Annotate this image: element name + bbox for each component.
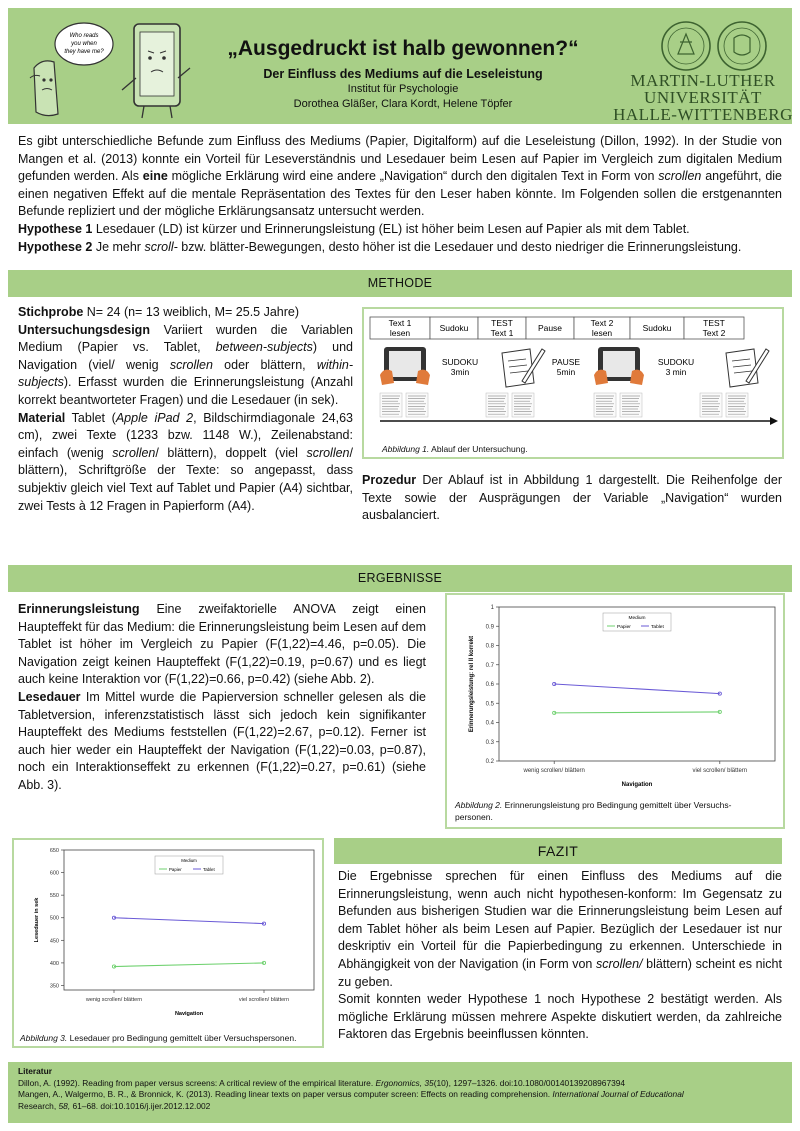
hypothesis-2-text: bzw. blätter-Bewegungen, desto höher ist die Lesedauer und desto niedriger die Erinnerungsleistung. — [177, 239, 742, 254]
procedure-step-label: Text 1 — [388, 318, 412, 328]
fazit-paragraph-1 — [338, 868, 782, 991]
erinnerungsleistung-paragraph — [18, 601, 426, 689]
procedure-step-label: Sudoku — [642, 323, 672, 333]
text-page-thumbnail — [486, 393, 508, 417]
procedure-step-label: lesen — [591, 328, 613, 338]
university-line-1: MARTIN-LUTHER — [630, 71, 776, 90]
y-tick-label: 0.8 — [485, 643, 494, 650]
procedure-step-label: Text 1 — [490, 328, 514, 338]
poster-title: „Ausgedruckt ist halb gewonnen?“ — [227, 37, 579, 60]
material-text: , Bildschirmdiagonale 24,63 cm), zwei Texte (1233 bzw. 1148 W.), Zeilenabstand: einfach (wenig — [18, 410, 353, 460]
y-tick-label: 0.9 — [485, 624, 494, 631]
procedure-step-label: Pause — [537, 323, 563, 333]
y-tick-label: 0.3 — [485, 739, 494, 746]
ref-italic: Ergonomics, 35 — [375, 1077, 434, 1088]
x-tick-label: wenig scrollen/ blättern — [85, 997, 143, 1003]
phase-duration: 3min — [450, 367, 470, 377]
fazit-text-part: blättern) scheint es nicht zu geben. — [338, 956, 782, 989]
design-text: ) und Navigation (viel/ wenig — [18, 340, 353, 372]
phase-duration: 3 min — [665, 367, 687, 377]
x-tick-label: viel scrollen/ blättern — [238, 997, 290, 1003]
figure-3-chart — [12, 838, 324, 1048]
bubble-line-2: you when — [71, 41, 97, 47]
caption-text: Ablauf der Untersuchung. — [429, 444, 528, 454]
ref-text: Mangen, A., Walgermo, B. R., & Bronnick, K. (2013). Reading linear texts on paper versus computer screen: Effects on reading comprehension. — [18, 1089, 553, 1100]
university-seal-icon — [660, 20, 770, 72]
design-label: Untersuchungsdesign — [18, 322, 150, 337]
institute: Institut für Psychologie — [347, 83, 459, 95]
legend-title: Medium — [628, 616, 646, 621]
hypothesis-1-text: Lesedauer (LD) ist kürzer und Erinnerungsleistung (EL) ist höher beim Lesen auf Papier als mit dem Tablet. — [92, 221, 690, 236]
literature-section — [8, 1062, 792, 1123]
section-fazit: FAZIT — [334, 838, 782, 864]
y-tick-label: 1 — [490, 605, 494, 611]
hypothesis-2-text: Je mehr — [92, 239, 145, 254]
hypothesis-1-label: Hypothese 1 — [18, 221, 93, 236]
intro-paragraph — [18, 133, 782, 221]
phase-duration: 5min — [556, 367, 576, 377]
untersuchungsdesign — [18, 322, 353, 410]
legend-entry: Papier — [169, 867, 182, 872]
bubble-line-1: Who reads — [69, 33, 99, 39]
ergebnisse-text — [18, 601, 426, 795]
y-tick-label: 350 — [49, 983, 59, 990]
text-page-thumbnail — [620, 393, 642, 417]
material — [18, 410, 353, 516]
material-text: / blättern), Schriftgröße der Texte: so angepasst, dass subjektiv gleich viel Text auf Tablet und Papier (A4) sichtbar, zwei Tests à 12 Fragen in Papierform (A4). — [18, 445, 353, 513]
caption-label: Abbildung 1. — [382, 444, 430, 454]
x-axis-label: Navigation — [174, 1011, 204, 1017]
prozedur-label: Prozedur — [362, 473, 417, 487]
caption-text: Erinnerungsleistung pro Bedingung gemittelt über Versuchs- — [502, 800, 732, 810]
design-italic: scrollen — [169, 357, 213, 372]
legend-title: Medium — [181, 858, 197, 863]
material-text: Tablet ( — [65, 410, 116, 425]
hypothesis-2-label: Hypothese 2 — [18, 239, 93, 254]
material-text: / blättern), doppelt (viel — [155, 445, 307, 460]
tablet-icon — [380, 347, 430, 385]
hypothesis-1 — [18, 221, 782, 239]
paper-and-tablet-cartoon-icon — [24, 18, 194, 122]
methode-text — [18, 304, 353, 515]
poster-header — [8, 8, 792, 124]
caption-text: Lesedauer pro Bedingung gemittelt über Versuchspersonen. — [67, 1033, 297, 1043]
y-tick-label: 0.5 — [485, 701, 494, 708]
arrowhead-icon — [770, 417, 778, 425]
text-page-thumbnail — [594, 393, 616, 417]
ld-label: Lesedauer — [18, 689, 81, 704]
text-page-thumbnail — [700, 393, 722, 417]
intro-italic: scrollen — [658, 169, 702, 184]
text-page-thumbnail — [726, 393, 748, 417]
procedure-step-label: Text 2 — [590, 318, 614, 328]
y-tick-label: 0.7 — [485, 662, 494, 669]
intro-bold: eine — [142, 169, 168, 184]
figure-1-procedure — [362, 307, 784, 459]
fazit-text — [338, 868, 782, 1044]
bubble-line-3: they have me? — [64, 49, 104, 55]
series-line-tablet — [114, 918, 264, 924]
ref-text: Research, — [18, 1100, 59, 1111]
x-tick-label: viel scrollen/ blättern — [692, 768, 748, 774]
design-text: ). Erfasst wurden die Erinnerungsleistung (Anzahl korrekt beantworteter Fragen) und die Lesedauer (in sek). — [18, 375, 353, 407]
series-line-tablet — [554, 684, 720, 694]
stichprobe-label: Stichprobe — [18, 305, 84, 319]
y-axis-label: Erinnerungsleistung: rel Il korrekt — [469, 635, 475, 733]
hypothesis-2 — [18, 239, 782, 257]
material-italic: Apple iPad 2 — [115, 410, 194, 425]
memory-performance-chart — [447, 595, 783, 795]
ref-italic: International Journal of Educational — [552, 1089, 684, 1100]
legend-entry: Papier — [617, 625, 631, 630]
intro-text: Es gibt unterschiedliche Befunde zum Einfluss des Mediums (Papier, Digitalform) auf die Leseleistung (Dillon, 1992). In der Studie von Mangen et al. (2013) konnte ein Vorteil für Leseverständnis und Lesedauer beim Lesen auf Papier im Vergleich zum digitalen Medium gefunden werden. Als — [18, 134, 782, 184]
university-line-2: UNIVERSITÄT — [644, 88, 762, 107]
reference-2 — [18, 1089, 782, 1112]
fazit-italic: scrollen/ — [595, 956, 643, 971]
text-page-thumbnail — [406, 393, 428, 417]
x-axis-label: Navigation — [621, 782, 653, 788]
poster-subtitle: Der Einfluss des Mediums auf die Leseleistung — [263, 67, 543, 81]
procedure-step-label: Sudoku — [439, 323, 469, 333]
authors: Dorothea Gläßer, Clara Kordt, Helene Töpfer — [293, 98, 513, 110]
ref-italic: 58, — [58, 1100, 71, 1111]
phase-label: PAUSE — [551, 357, 581, 367]
procedure-step-label: TEST — [491, 318, 513, 328]
y-axis-label: Lesedauer in sek — [34, 897, 40, 943]
design-text: oder blättern, — [212, 357, 317, 372]
design-text: Variiert wurden die Variablen Medium (Papier vs. Tablet, — [18, 322, 353, 355]
intro-text: mögliche Erklärung wird eine andere „Navigation“ durch den digitalen Text in Form von — [167, 169, 659, 184]
literature-heading: Literatur — [18, 1066, 52, 1076]
procedure-step-label: Text 2 — [702, 328, 726, 338]
phase-label: SUDOKU — [657, 357, 695, 367]
prozedur-text: Der Ablauf ist in Abbildung 1 dargestellt. Die Reihenfolge der Texte sowie der Ausprägungen der Variable „Navigation“ wurden ausbalanciert. — [362, 473, 782, 523]
title-block — [208, 36, 598, 112]
text-page-thumbnail — [512, 393, 534, 417]
ref-text: Dillon, A. (1992). Reading from paper versus screens: A critical review of the empirical literature. — [18, 1077, 376, 1088]
y-tick-label: 600 — [49, 870, 59, 877]
hypothesis-2-italic: scroll- — [144, 239, 178, 254]
y-tick-label: 0.4 — [485, 720, 494, 727]
y-tick-label: 500 — [49, 915, 59, 922]
lesedauer-paragraph — [18, 689, 426, 795]
figure-2-caption — [455, 799, 777, 823]
material-label: Material — [18, 410, 66, 425]
legend-entry: Tablet — [203, 867, 215, 872]
x-tick-label: wenig scrollen/ blättern — [523, 768, 585, 774]
prozedur — [362, 472, 782, 525]
el-text: Eine zweifaktorielle ANOVA zeigt einen Haupteffekt für das Medium: die Erinnerungsleistung beim Lesen auf dem Tablet ist höher im Vergleich zu Papier (F(1,22)=4.46, p=0.05). Die Navigation zeigt keinen Haupteffekt (F(1,22)=0.19, p=0.67) und es liegt auch keine Interaktion vor (F(1,22)=0.66, p=0.42) (siehe Abb. 2). — [18, 602, 426, 687]
fazit-paragraph-2: Somit konnten weder Hypothese 1 noch Hypothese 2 bestätigt werden. Als mögliche Erklärung müssen mehrere Aspekte diskutiert werden, da zahlreiche Faktoren das Ergebnis beeinflussen könnten. — [338, 992, 782, 1042]
procedure-diagram — [364, 309, 782, 457]
test-sheet-icon — [502, 349, 545, 387]
figure-1-caption — [382, 443, 528, 455]
intro-text: angeführt, die einen negativen Effekt auf die mentale Repräsentation des Textes für den Leser haben könnte. Im Folgenden sollen die erstgenannten Befunde repliziert und der mögliche Erklärungsansatz untersucht werden. — [18, 169, 782, 219]
ref-text: (10), 1297–1326. doi:10.1080/00140139208967394 — [433, 1077, 626, 1088]
stichprobe-text: N= 24 (n= 13 weiblich, M= 25.5 Jahre) — [83, 305, 300, 319]
series-line-papier — [114, 963, 264, 967]
university-name — [613, 72, 793, 123]
caption-label: Abbildung 3. — [20, 1033, 68, 1043]
ref-text: 61–68. doi:10.1016/j.ijer.2012.12.002 — [70, 1100, 211, 1111]
design-italic: between-subjects — [215, 340, 313, 355]
phase-label: SUDOKU — [441, 357, 479, 367]
test-sheet-icon — [726, 349, 769, 387]
legend-entry: Tablet — [651, 625, 664, 630]
y-tick-label: 0.2 — [485, 759, 494, 765]
figure-2-chart — [445, 593, 785, 829]
y-tick-label: 400 — [49, 960, 59, 967]
ld-text: Im Mittel wurde die Papierversion schneller gelesen als die Tabletversion, inferenzstatistisch lässt sich jedoch kein signifikanter Haupteffekt des Mediums feststellen (F(1,22)=2.67, p=0.12). Ferner ist auch hier weder ein Haupteffekt der Navigation (F(1,22)=0.03, p=0.87), noch ein Interaktionseffekt zu erkennen (F(1,22)=0.27, p=0.61) (siehe Abb. 3). — [18, 689, 426, 792]
procedure-step-label: lesen — [389, 328, 411, 338]
tablet-icon — [594, 347, 644, 385]
introduction — [18, 133, 782, 256]
y-tick-label: 550 — [49, 893, 59, 900]
reference-1 — [18, 1078, 782, 1090]
material-italic: scrollen — [112, 445, 156, 460]
series-line-papier — [554, 712, 720, 713]
y-tick-label: 0.6 — [485, 682, 494, 688]
caption-text: personen. — [455, 812, 493, 822]
university-line-3: HALLE-WITTENBERG — [613, 105, 793, 124]
section-methode: METHODE — [8, 270, 792, 297]
section-ergebnisse: ERGEBNISSE — [8, 565, 792, 592]
y-tick-label: 650 — [49, 848, 59, 854]
y-tick-label: 450 — [49, 938, 59, 945]
procedure-step-label: TEST — [703, 318, 725, 328]
material-italic: scrollen — [306, 445, 350, 460]
design-italic: within-subjects — [18, 357, 353, 390]
el-label: Erinnerungsleistung — [18, 602, 140, 616]
text-page-thumbnail — [380, 393, 402, 417]
figure-3-caption — [20, 1032, 320, 1044]
fazit-text-part: Die Ergebnisse sprechen für einen Einfluss des Mediums auf die Erinnerungsleistung, wenn auch nicht hypothesen-konform: Im Gegensatz zu Befunden aus bisherigen Studien war die Erinnerungsleistung beim Lesen auf dem Tablet höher als beim Lesen auf Papier. Bezüglich der Lesedauer ist nur deskriptiv ein Vorteil für die Papierbedingung zu erkennen. Unterschiede in Abhängigkeit von der Navigation (in Form von — [338, 869, 782, 971]
caption-label: Abbildung 2. — [455, 800, 503, 810]
stichprobe — [18, 304, 353, 322]
reading-time-chart — [14, 840, 322, 1024]
